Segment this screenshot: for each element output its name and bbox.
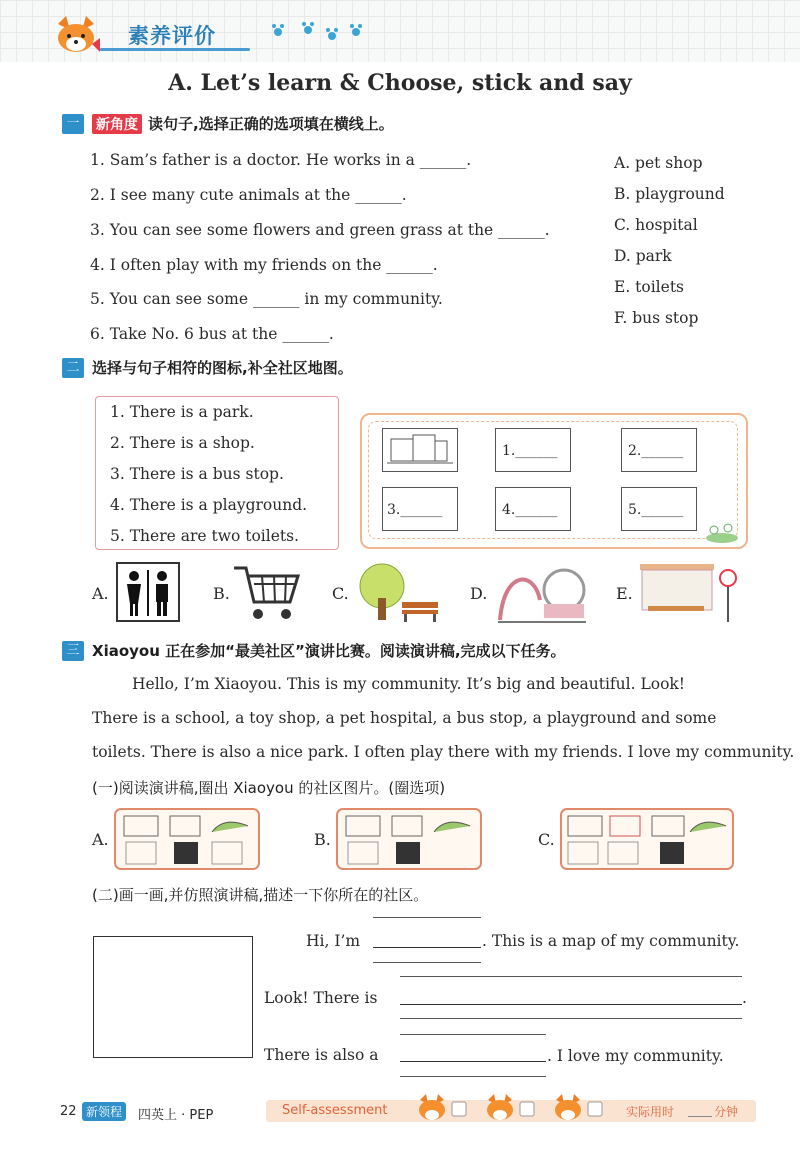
park-tree-bench-icon[interactable]	[350, 562, 442, 624]
fox-rating-icon	[484, 1094, 538, 1124]
time-label: 实际用时	[626, 1105, 675, 1119]
part1-sentence: 3. You can see some flowers and green grass at the ______.	[90, 221, 550, 239]
look-answer-line[interactable]	[400, 1004, 742, 1005]
fox-rating-icon	[552, 1094, 606, 1124]
part2-instruction: 选择与句子相符的图标,补全社区地图。	[92, 359, 353, 377]
write-look-label: Look! There is	[264, 989, 378, 1007]
choice-label: E.	[616, 584, 633, 603]
drawing-box[interactable]	[93, 936, 253, 1058]
part1-instruction-text: 读句子,选择正确的选项填在横线上。	[148, 115, 394, 133]
part2-sentence: 3. There is a bus stop.	[110, 465, 284, 483]
part2-sentence: 2. There is a shop.	[110, 434, 255, 452]
writing-guide-line	[400, 1018, 742, 1019]
part2-sentence: 4. There is a playground.	[110, 496, 308, 514]
writing-guide-line	[373, 917, 481, 918]
page-number: 22	[60, 1104, 77, 1119]
map-slot-label: 5.______	[628, 502, 684, 518]
writing-guide-line	[400, 976, 742, 977]
part1-sentence: 4. I often play with my friends on the ______.	[90, 256, 438, 274]
map-slot-4[interactable]	[495, 487, 571, 531]
task2-instruction: (二)画一画,并仿照演讲稿,描述一下你所在的社区。	[92, 886, 429, 904]
period: .	[742, 989, 747, 1007]
choice-label: C.	[332, 584, 349, 603]
passage-line: toilets. There is also a nice park. I often play there with my friends. I love my community.	[92, 743, 795, 761]
choice-label: B.	[213, 584, 230, 603]
self-assessment-label: Self-assessment	[282, 1103, 388, 1118]
header-title: 素养评价	[128, 24, 216, 48]
map-slot-label: 2.______	[628, 443, 684, 459]
playground-icon[interactable]	[494, 560, 590, 626]
also-answer-line[interactable]	[400, 1061, 546, 1062]
paw-prints-icon	[268, 18, 368, 46]
write-hi-label: Hi, I’m	[306, 932, 361, 950]
part2-sentence: 1. There is a park.	[110, 403, 254, 421]
map-slot-label: 4.______	[502, 502, 558, 518]
map-slot-2[interactable]	[621, 428, 697, 472]
minute-label: 分钟	[714, 1105, 739, 1119]
part1-sentence: 6. Take No. 6 bus at the ______.	[90, 325, 334, 343]
part1-sentence: 2. I see many cute animals at the ______.	[90, 186, 407, 204]
writing-guide-line	[373, 962, 481, 963]
passage-line: There is a school, a toy shop, a pet hospital, a bus stop, a playground and some	[92, 709, 717, 727]
task1-option-label[interactable]: A.	[92, 830, 109, 849]
new-angle-tag: 新角度	[92, 114, 142, 134]
part1-option: A. pet shop	[614, 154, 703, 172]
part2-sentence: 5. There are two toilets.	[110, 527, 299, 545]
map-slot-label: 1.______	[502, 443, 558, 459]
writing-guide-line	[400, 1034, 546, 1035]
page-title: A. Let’s learn & Choose, stick and say	[168, 70, 632, 96]
section-badge-1: 一	[62, 114, 84, 134]
map-slot-5[interactable]	[621, 487, 697, 531]
time-answer-line[interactable]	[688, 1116, 712, 1117]
school-icon	[383, 429, 457, 471]
community-picture-b[interactable]	[336, 808, 482, 870]
part1-option: E. toilets	[614, 278, 684, 296]
part1-option: C. hospital	[614, 216, 698, 234]
write-also-label: There is also a	[264, 1046, 379, 1064]
part1-option: B. playground	[614, 185, 725, 203]
map-slot-3[interactable]	[382, 487, 458, 531]
fox-mascot-icon	[52, 14, 100, 56]
part3-instruction: Xiaoyou 正在参加“最美社区”演讲比赛。阅读演讲稿,完成以下任务。	[92, 642, 566, 660]
writing-guide-line	[400, 1076, 546, 1077]
choice-label: A.	[92, 584, 109, 603]
map-slot-1[interactable]	[495, 428, 571, 472]
header-underline	[100, 48, 250, 51]
map-slot-label: 3.______	[387, 502, 443, 518]
community-picture-a[interactable]	[114, 808, 260, 870]
book-logo: 新领程	[82, 1102, 126, 1121]
part1-sentence: 5. You can see some ______ in my community.	[90, 290, 443, 308]
shopping-cart-icon[interactable]	[232, 562, 302, 624]
task1-instruction: (一)阅读演讲稿,圈出 Xiaoyou 的社区图片。(圈选项)	[92, 779, 446, 797]
page-header	[0, 0, 800, 62]
part1-sentence: 1. Sam’s father is a doctor. He works in a ______.	[90, 151, 472, 169]
write-hi-after: . This is a map of my community.	[482, 932, 740, 950]
part1-option: F. bus stop	[614, 309, 699, 327]
part1-instruction	[92, 113, 394, 134]
page-footer	[0, 1098, 800, 1128]
write-also-after: . I love my community.	[547, 1047, 724, 1065]
toilets-icon[interactable]	[116, 562, 180, 622]
grade-label: 四英上 · PEP	[138, 1108, 214, 1123]
name-answer-line[interactable]	[373, 947, 481, 948]
task1-option-label[interactable]: C.	[538, 830, 555, 849]
community-picture-c[interactable]	[560, 808, 734, 870]
flower-decoration-icon	[702, 518, 742, 544]
fox-rating-icon	[416, 1094, 470, 1124]
map-slot-school	[382, 428, 458, 472]
section-badge-3: 三	[62, 641, 84, 661]
section-badge-2: 二	[62, 358, 84, 378]
choice-label: D.	[470, 584, 488, 603]
passage-line: Hello, I’m Xiaoyou. This is my community. It’s big and beautiful. Look!	[132, 675, 686, 693]
bus-stop-icon[interactable]	[636, 560, 748, 624]
task1-option-label[interactable]: B.	[314, 830, 331, 849]
part1-option: D. park	[614, 247, 672, 265]
